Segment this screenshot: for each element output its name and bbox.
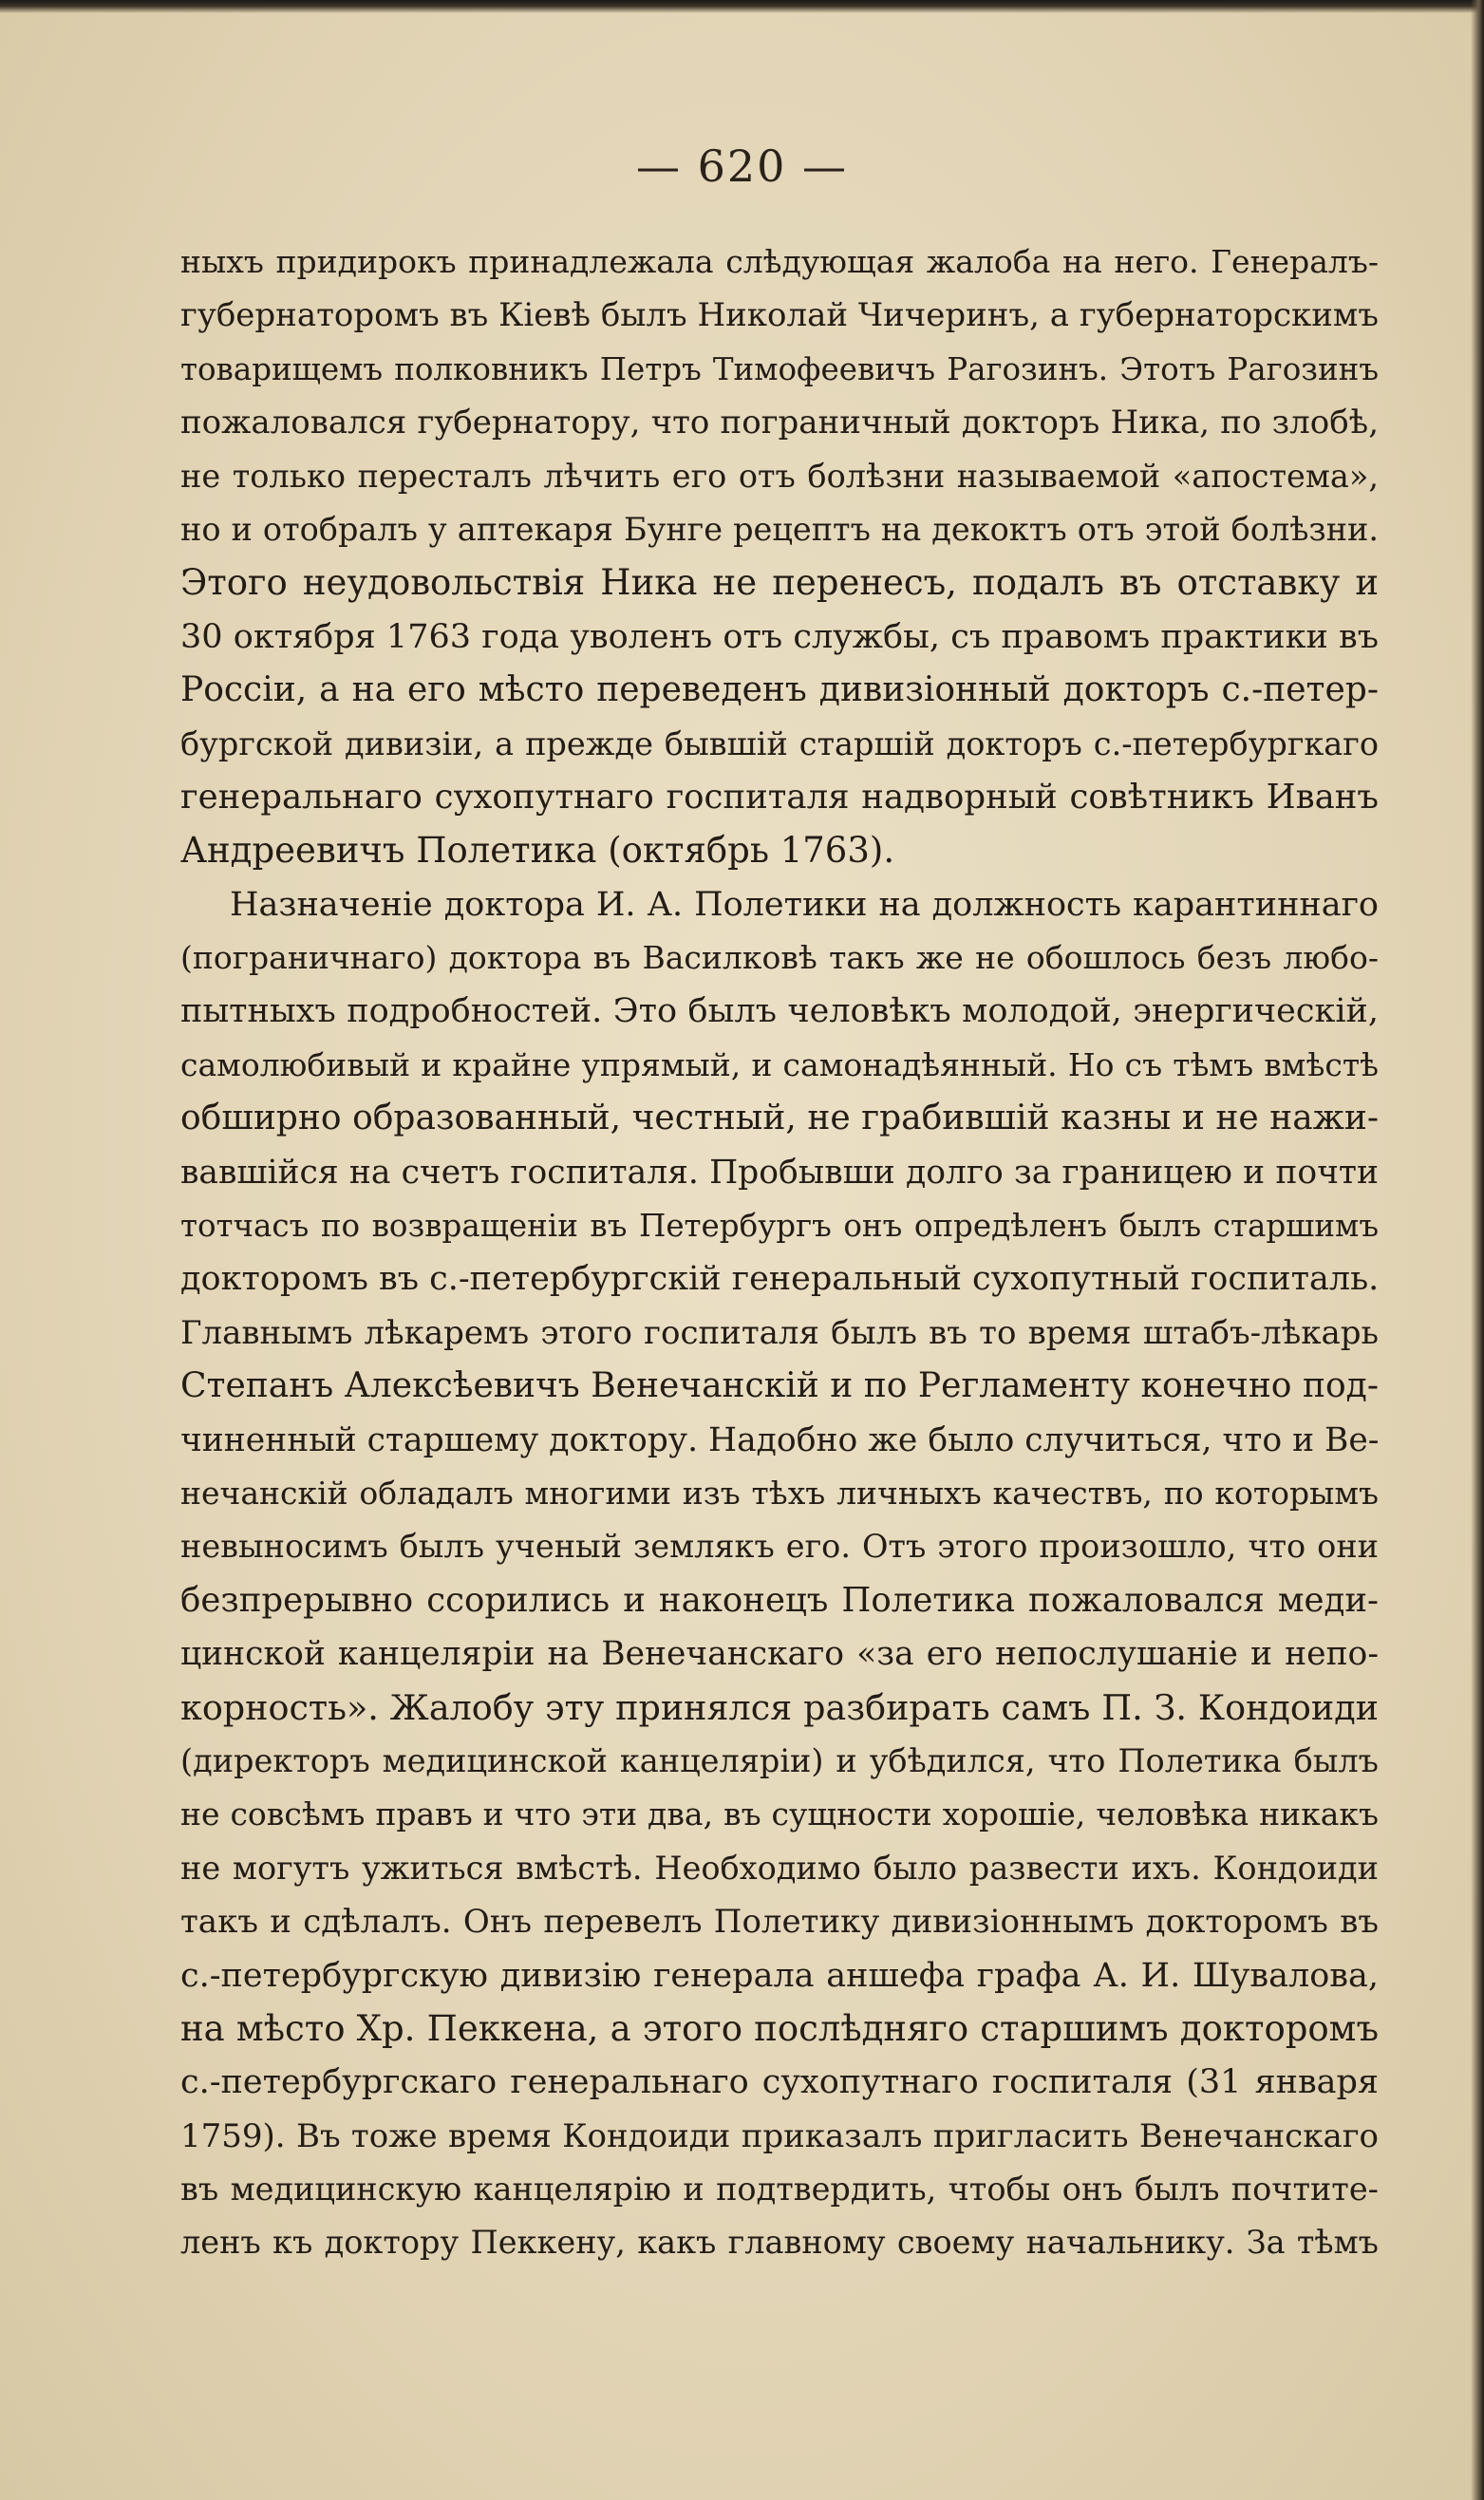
- text-line: ленъ къ доктору Пеккену, какъ главному своему начальнику. За тѣмъ: [180, 2224, 1379, 2262]
- text-line: бургской дивизіи, а прежде бывшій старшій докторъ с.-петербургкаго: [180, 724, 1379, 762]
- text-line: ныхъ придирокъ принадлежала слѣдующая жалоба на него. Генералъ-: [180, 243, 1379, 280]
- text-line: 30 октября 1763 года уволенъ отъ службы, съ правомъ практики въ: [180, 617, 1379, 656]
- page-number: — 620 —: [635, 141, 849, 192]
- text-line: Назначеніе доктора И. А. Полетики на должность карантиннаго: [230, 885, 1379, 924]
- text-line: самолюбивый и крайне упрямый, и самонадѣянный. Но съ тѣмъ вмѣстѣ: [180, 1045, 1379, 1083]
- text-line: с.-петербургскаго генеральнаго сухопутнаго госпиталя (31 января: [180, 2063, 1379, 2102]
- text-line: Россіи, а на его мѣсто переведенъ дивизіонный докторъ с.-петер-: [180, 670, 1379, 710]
- text-line: (директоръ медицинской канцеляріи) и убѣдился, что Полетика былъ: [180, 1741, 1379, 1779]
- text-line: въ медицинскую канцелярію и подтвердить, чтобы онъ былъ почтите-: [180, 2171, 1379, 2209]
- text-line: с.-петербургскую дивизію генерала аншефа графа А. И. Шувалова,: [180, 1956, 1379, 1995]
- text-line: такъ и сдѣлалъ. Онъ перевелъ Полетику дивизіоннымъ докторомъ въ: [180, 1903, 1379, 1942]
- text-line: генеральнаго сухопутнаго госпиталя надворный совѣтникъ Иванъ: [180, 777, 1379, 817]
- text-line: чиненный старшему доктору. Надобно же было случиться, что и Ве-: [180, 1420, 1380, 1459]
- text-line: Степанъ Алексѣевичъ Венечанскій и по Регламенту конечно под-: [180, 1366, 1379, 1406]
- text-line: пытныхъ подробностей. Это былъ человѣкъ молодой, энергическій,: [180, 992, 1379, 1031]
- text-line: цинской канцеляріи на Венечанскаго «за его непослушаніе и непо-: [180, 1635, 1379, 1674]
- text-line: Андреевичъ Полетика (октябрь 1763).: [180, 830, 895, 872]
- text-line: Этого неудовольствія Ника не перенесъ, подалъ въ отставку и: [180, 562, 1379, 604]
- text-line: нечанскій обладалъ многими изъ тѣхъ личныхъ качествъ, по которымъ: [180, 1474, 1379, 1512]
- text-line: Главнымъ лѣкаремъ этого госпиталя былъ въ то время штабъ-лѣкарь: [180, 1313, 1379, 1352]
- text-line: 1759). Въ тоже время Кондоиди приказалъ пригласить Венечанскаго: [180, 2116, 1379, 2155]
- text-line: не совсѣмъ правъ и что эти два, въ сущности хорошіе, человѣка никакъ: [180, 1795, 1379, 1833]
- text-line: докторомъ въ с.-петербургскій генеральный сухопутный госпиталь.: [180, 1260, 1380, 1299]
- text-line: губернаторомъ въ Кіевѣ былъ Николай Чичеринъ, а губернаторскимъ: [180, 296, 1379, 335]
- text-line: корность». Жалобу эту принялся разбирать самъ П. З. Кондоиди: [180, 1686, 1379, 1728]
- text-line: безпрерывно ссорились и наконецъ Полетика пожаловался меди-: [180, 1580, 1379, 1620]
- text-line: товарищемъ полковникъ Петръ Тимофеевичъ Рагозинъ. Этотъ Рагозинъ: [180, 350, 1379, 387]
- scan-right-edge: [1471, 0, 1484, 2500]
- text-line: (пограничнаго) доктора въ Василковѣ такъ же не обошлось безъ любо-: [180, 939, 1379, 977]
- text-line: не могутъ ужиться вмѣстѣ. Необходимо было развести ихъ. Кондоиди: [180, 1849, 1379, 1887]
- text-line: на мѣсто Хр. Пеккена, а этого послѣдняго старшимъ докторомъ: [180, 2007, 1379, 2049]
- body-text: [180, 235, 1379, 2270]
- text-line: невыносимъ былъ ученый землякъ его. Отъ этого произошло, что они: [180, 1528, 1379, 1566]
- text-line: не только пересталъ лѣчить его отъ болѣзни называемой «апостема»,: [180, 457, 1379, 495]
- text-line: обширно образованный, честный, не грабившій казны и не нажи-: [180, 1099, 1379, 1138]
- text-line: вавшійся на счетъ госпиталя. Пробывши долго за границею и почти: [180, 1153, 1379, 1192]
- text-line: пожаловался губернатору, что пограничный докторъ Ника, по злобѣ,: [180, 404, 1379, 442]
- text-line: но и отобралъ у аптекаря Бунге рецептъ на декоктъ отъ этой болѣзни.: [180, 510, 1379, 548]
- text-line: тотчасъ по возвращеніи въ Петербургъ онъ опредѣленъ былъ старшимъ: [180, 1208, 1379, 1245]
- scan-top-edge: [0, 0, 1484, 13]
